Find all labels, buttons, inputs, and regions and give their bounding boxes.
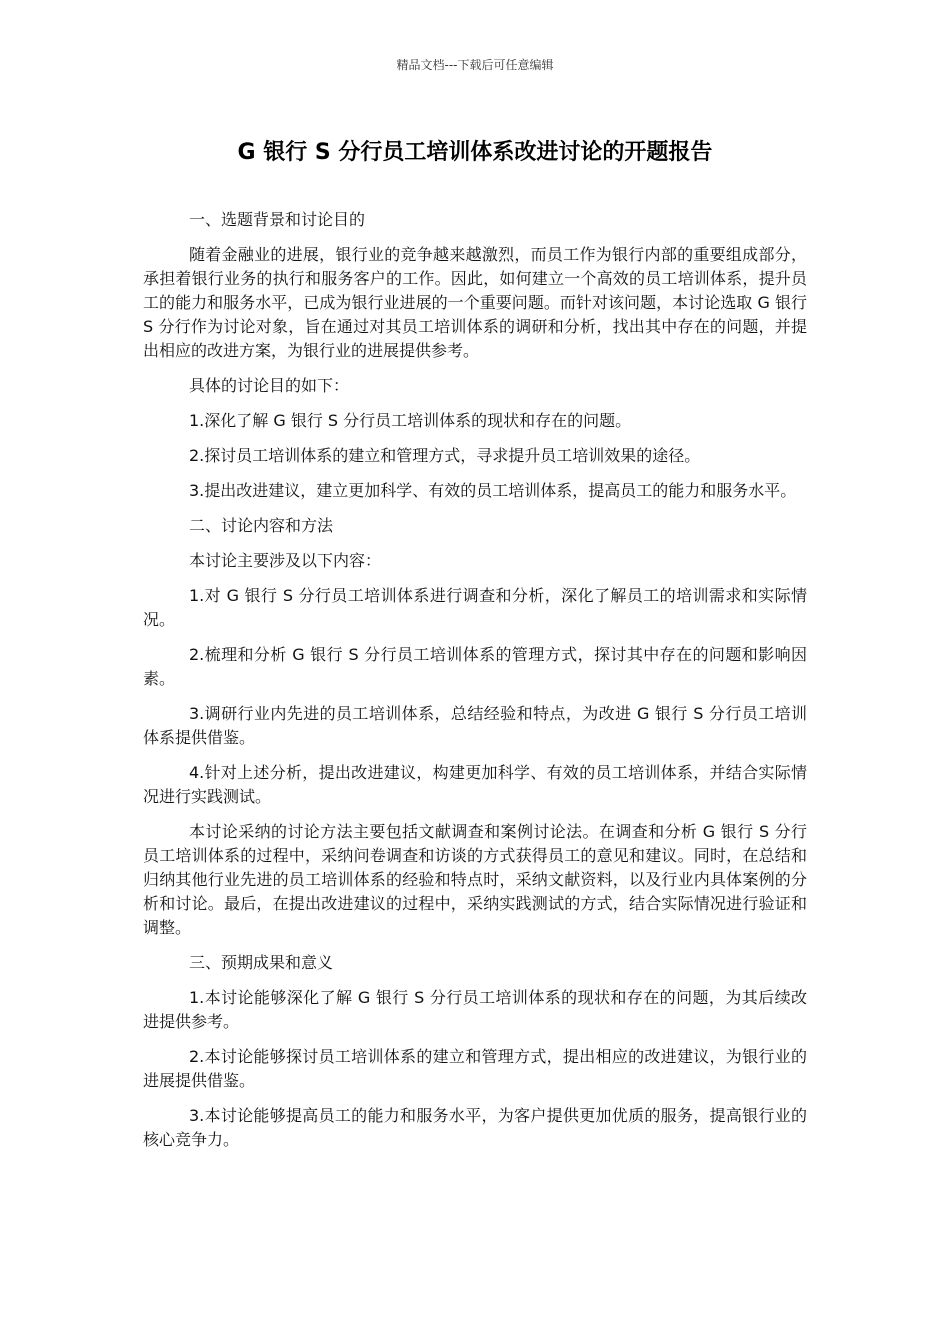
section-heading: 二、讨论内容和方法 [189,516,334,535]
list-item: 2.本讨论能够探讨员工培训体系的建立和管理方式，提出相应的改进建议，为银行业的进展提供借鉴。 [143,1047,807,1090]
list-item: 2.梳理和分析 G 银行 S 分行员工培训体系的管理方式，探讨其中存在的问题和影响因素。 [143,645,807,688]
list-item: 1.深化了解 G 银行 S 分行员工培训体系的现状和存在的问题。 [189,411,632,430]
document-title: G 银行 S 分行员工培训体系改进讨论的开题报告 [237,140,713,165]
section-heading: 一、选题背景和讨论目的 [189,210,366,229]
header-note: 精品文档---下载后可任意编辑 [396,58,554,72]
list-item: 4.针对上述分析，提出改进建议，构建更加科学、有效的员工培训体系，并结合实际情况进行实践测试。 [143,763,807,806]
list-item: 1.本讨论能够深化了解 G 银行 S 分行员工培训体系的现状和存在的问题，为其后续改进提供参考。 [143,988,807,1031]
list-item: 3.提出改进建议，建立更加科学、有效的员工培训体系，提高员工的能力和服务水平。 [189,481,797,500]
paragraph: 具体的讨论目的如下： [189,376,350,395]
paragraph: 本讨论主要涉及以下内容： [189,551,382,570]
list-item: 3.本讨论能够提高员工的能力和服务水平，为客户提供更加优质的服务，提高银行业的核心竞争力。 [143,1106,807,1149]
paragraph: 本讨论采纳的讨论方法主要包括文献调查和案例讨论法。在调查和分析 G 银行 S 分行员工培训体系的过程中，采纳问卷调查和访谈的方式获得员工的意见和建议。同时，在总结和归纳其他行业先进的员工培训体系的经验和特点时，采纳文献资料，以及行业内具体案例的分析和讨论。最后，在提出改进建议的过程中，采纳实践测试的方式，结合实际情况进行验证和调整。 [143,822,807,937]
list-item: 2.探讨员工培训体系的建立和管理方式，寻求提升员工培训效果的途径。 [189,446,701,465]
section-heading: 三、预期成果和意义 [189,953,334,972]
paragraph: 随着金融业的进展，银行业的竞争越来越激烈，而员工作为银行内部的重要组成部分，承担着银行业务的执行和服务客户的工作。因此，如何建立一个高效的员工培训体系，提升员工的能力和服务水平，已成为银行业进展的一个重要问题。而针对该问题，本讨论选取 G 银行 S 分行作为讨论对象，旨在通过对其员工培训体系的调研和分析，找出其中存在的问题，并提出相应的改进方案，为银行业的进展提供参考。 [143,245,807,360]
list-item: 1.对 G 银行 S 分行员工培训体系进行调查和分析，深化了解员工的培训需求和实际情况。 [143,586,807,629]
list-item: 3.调研行业内先进的员工培训体系，总结经验和特点，为改进 G 银行 S 分行员工培训体系提供借鉴。 [143,704,807,747]
document-body [143,208,807,1163]
